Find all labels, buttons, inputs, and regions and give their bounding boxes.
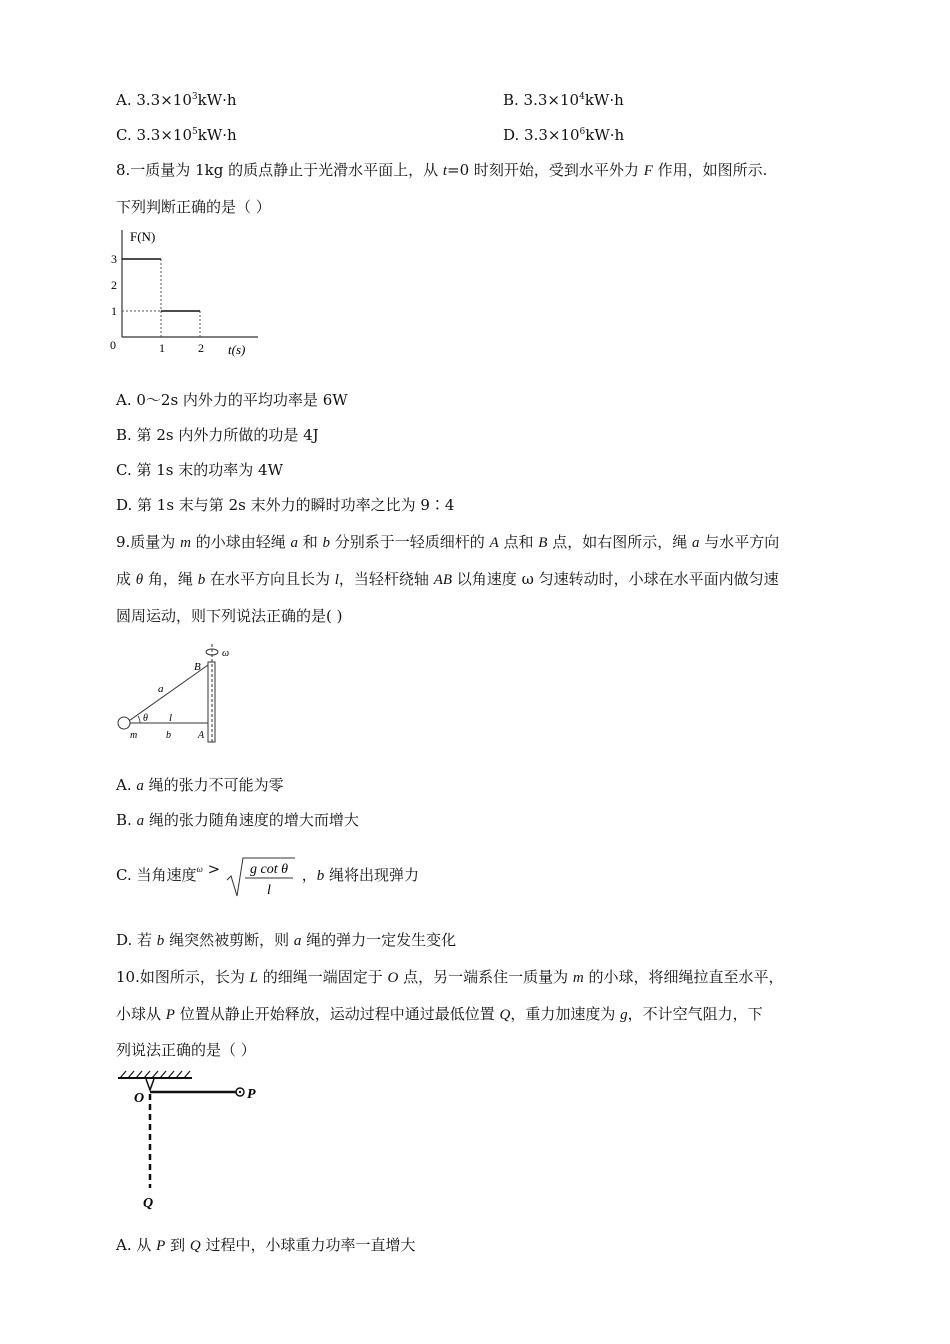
q7-option-d-unit: kW·h [585,126,625,144]
q7-option-b-unit: kW·h [584,91,624,109]
q9-var-b: b [322,535,331,551]
q9-var-B: B [538,535,548,551]
q9-option-c [116,846,420,898]
q9-opt-var: a [136,778,144,794]
q10-text: 点，另一端系住一质量为 [398,968,573,986]
q9-point-b-label: B [194,661,201,673]
q9-text: 与水平方向 [699,533,780,551]
q10-var-g: g [620,1007,628,1023]
q7-option-b-text: B. 3.3×10 [503,91,580,109]
q7-option-c-unit: kW·h [197,126,237,144]
q8-stem-f: F [643,163,653,179]
q9-var-a: a [290,535,298,551]
q9-var-l: l [334,572,339,588]
q9-ball [118,717,130,729]
q8-option-c: C. 第 1s 末的功率为 4W [116,461,283,479]
q10-stem-line1 [116,967,784,988]
q9-angle-arc [138,716,140,723]
q10-text: ，不计空气阻力，下 [627,1005,763,1023]
q8-stem-line1 [116,160,767,181]
q8-x-tick-1: 1 [159,341,165,355]
q10-stem-line3: 列说法正确的是（ ） [116,1041,256,1059]
q10-pendulum-diagram [112,1070,272,1215]
q8-force-time-graph [108,222,268,362]
q10-ball-p-center [239,1091,241,1093]
q8-stem-text3: 作用，如图所示. [652,161,768,179]
q9-text: 的小球由轻绳 [190,533,291,551]
q7-option-a-unit: kW·h [197,91,237,109]
q9-text: 和 [297,533,323,551]
q10-point-p-label: P [247,1087,256,1102]
q8-origin-label: 0 [110,338,116,352]
q8-x-axis-label: t(s) [228,342,246,357]
q9-opt-text: C. 当角速度 [116,866,197,884]
q7-option-c [116,125,237,145]
q9-opt-text: D. 若 [116,931,157,949]
q10-var-L: L [249,970,258,986]
q9-text: 角，绳 [143,570,198,588]
q9-rope-a-label: a [158,683,164,695]
q9-opt-text: 绳的张力不可能为零 [143,776,284,794]
q9-opt-gt-sign: > [207,860,221,878]
q8-stem-t: t [442,163,448,179]
q10-point-o-label: O [134,1091,145,1106]
q8-y-tick-2: 2 [111,278,117,292]
q8-stem-text: 8.一质量为 1kg 的质点静止于光滑水平面上，从 [116,161,443,179]
q9-opt-text: 绳将出现弹力 [324,866,420,884]
q10-point-q-label: Q [143,1196,154,1211]
q10-opt-text: 过程中，小球重力功率一直增大 [200,1236,416,1254]
q7-option-c-text: C. 3.3×10 [116,126,192,144]
q9-omega-label: ω [222,648,230,659]
q9-opt-omega: ω [196,864,203,874]
q9-theta-label: θ [143,713,148,724]
q7-option-d [503,125,624,145]
q7-option-c-exponent: 5 [192,127,198,137]
q10-var-Q: Q [499,1007,511,1023]
q9-opt-text: B. [116,811,137,829]
q9-text: ，当轻杆绕轴 [338,570,434,588]
q10-opt-text: A. 从 [116,1236,157,1254]
q7-option-a [116,90,237,110]
q7-option-a-exponent: 3 [191,92,198,102]
q10-text: 小球从 [116,1005,166,1023]
q9-var-b: b [197,572,206,588]
q9-length-label: l [169,712,173,724]
q10-ceiling-hatching [120,1071,190,1078]
q9-stem-line1 [116,532,779,553]
q9-text: 9.质量为 [116,533,181,551]
q10-var-m: m [572,970,584,986]
q9-opt-var: a [293,933,302,949]
q9-var-A: A [489,535,499,551]
q9-sqrt-denominator: l [267,883,271,898]
q9-rope-a [126,665,208,723]
q9-var-theta: θ [135,572,144,588]
q8-option-a: A. 0～2s 内外力的平均功率是 6W [116,391,348,409]
q8-stem-text2: =0 时刻开始，受到水平外力 [447,161,644,179]
q9-opt-text: 绳突然被剪断，则 [164,931,294,949]
q9-opt-text: 绳的弹力一定发生变化 [301,931,457,949]
q8-x-tick-2: 2 [198,341,204,355]
q9-opt-var: b [316,868,325,884]
q8-y-tick-1: 1 [111,304,117,318]
q10-stem-line2 [116,1004,763,1025]
q7-option-a-text: A. 3.3×10 [116,91,192,109]
q9-rotating-rod-diagram [114,642,254,750]
q9-var-m: m [180,535,191,551]
q9-point-a-label: A [198,730,205,741]
q9-sqrt-formula [225,854,297,898]
q9-text: 成 [116,570,136,588]
q10-var-P: P [165,1007,175,1023]
q7-option-d-exponent: 6 [579,127,586,137]
q8-option-d: D. 第 1s 末与第 2s 末外力的瞬时功率之比为 9∶4 [116,496,455,514]
q9-var-AB: AB [433,572,453,588]
q10-text: ，重力加速度为 [510,1005,621,1023]
q9-option-d [116,930,456,951]
q9-opt-text: ， [301,866,317,884]
q9-text: 在水平方向且长为 [205,570,335,588]
q8-stem-line2: 下列判断正确的是（ ） [116,198,271,216]
q9-option-a [116,775,284,796]
q10-text: 10.如图所示，长为 [116,968,250,986]
q7-option-b-exponent: 4 [579,92,585,102]
q8-option-b: B. 第 2s 内外力所做的功是 4J [116,426,319,444]
q10-opt-text: 到 [165,1236,190,1254]
q10-option-a [116,1235,415,1256]
q9-var-a: a [692,535,700,551]
q9-opt-text: A. [116,776,137,794]
q8-y-axis-label: F(N) [130,229,156,244]
q10-text: 的细绳一端固定于 [257,968,388,986]
q7-option-b [503,90,624,110]
q9-opt-var: a [136,813,145,829]
q9-text: 分别系于一轻质细杆的 [330,533,490,551]
q10-text: 位置从静止开始释放，运动过程中通过最低位置 [174,1005,500,1023]
q9-opt-text: 绳的张力随角速度的增大而增大 [144,811,359,829]
q8-y-tick-3: 3 [111,252,117,266]
q9-stem-line2 [116,569,779,590]
q10-var-O: O [387,970,399,986]
q9-sqrt-numerator: g cot θ [249,862,288,877]
q10-text: 的小球，将细绳拉直至水平， [583,968,784,986]
q9-option-b [116,810,359,831]
q7-option-d-text: D. 3.3×10 [503,126,580,144]
q9-stem-line3: 圆周运动，则下列说法正确的是( ) [116,607,343,625]
q9-text: 点和 [498,533,539,551]
q9-opt-var: b [156,933,165,949]
q10-opt-var-p: P [156,1238,166,1254]
q9-mass-label: m [130,730,138,741]
q9-rope-b-label: b [166,730,171,741]
q10-pivot-icon [146,1079,154,1090]
q9-text: 以角速度 ω 匀速转动时，小球在水平面内做匀速 [452,570,779,588]
q10-opt-var-q: Q [189,1238,201,1254]
q9-text: 点，如右图所示，绳 [547,533,693,551]
